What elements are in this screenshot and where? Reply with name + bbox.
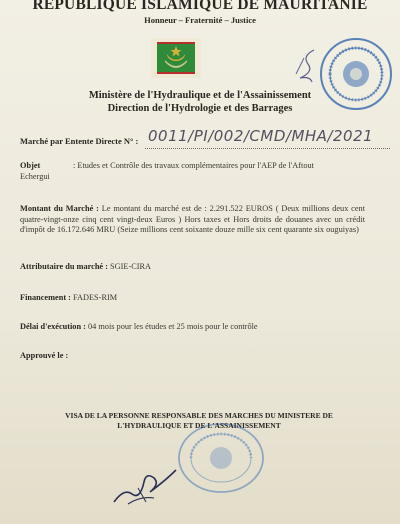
financement-label: Financement : bbox=[20, 293, 71, 302]
marche-label: Marché par Entente Directe N° : bbox=[20, 136, 139, 146]
attributaire-section bbox=[20, 262, 365, 273]
objet-continuation: Echergui bbox=[20, 171, 50, 181]
montant-value: Le montant du marché est de : 2.291.522 EUROS ( Deux millions deux cent quatre-vingt-onze cinq cent vingt-deux Euros ) Hors taxes et Hors droits de douanes avec un crédit d'impôt de 16.172.646 MRU (Seize millions cent soixante douze mille six cent quarante six ouguiyas) bbox=[20, 204, 366, 234]
montant-label: Montant du Marché : bbox=[20, 204, 99, 213]
attributaire-value: SGIE-CIRA bbox=[107, 262, 152, 271]
national-emblem-icon bbox=[151, 38, 201, 78]
delai-section bbox=[20, 322, 365, 333]
attributaire-label: Attributaire du marché : bbox=[20, 262, 108, 271]
direction-name: Direction de l'Hydrologie et des Barrages bbox=[107, 103, 293, 114]
approuve-section bbox=[20, 351, 365, 362]
signature-icon bbox=[110, 458, 180, 508]
signature-mark-icon bbox=[290, 46, 324, 86]
objet-label: Objet bbox=[20, 161, 41, 170]
ministry-block bbox=[0, 89, 400, 115]
national-motto: Honneur – Fraternité – Justice bbox=[144, 15, 256, 25]
montant-section bbox=[20, 204, 365, 236]
financement-section bbox=[20, 293, 365, 304]
marche-number: 0011/PI/002/CMD/MHA/2021 bbox=[148, 127, 374, 145]
visa-line-1: VISA DE LA PERSONNE RESPONSABLE DES MARCHES DU MINISTERE DE bbox=[65, 411, 333, 420]
dotted-line bbox=[145, 148, 390, 149]
country-title: REPUBLIQUE ISLAMIQUE DE MAURITANIE bbox=[32, 0, 368, 13]
delai-value: 04 mois pour les études et 25 mois pour le contrôle bbox=[85, 322, 258, 331]
delai-label: Délai d'exécution : bbox=[20, 322, 86, 331]
marche-number-line bbox=[20, 124, 390, 152]
visa-line-2: L'HYDRAULIQUE ET DE L'ASSAINISSEMENT bbox=[117, 420, 281, 430]
financement-value: FADES-RIM bbox=[70, 293, 118, 302]
objet-value: : Etudes et Contrôle des travaux complémentaires pour l'AEP de l'Aftout bbox=[73, 161, 314, 170]
approuve-label: Approuvé le : bbox=[20, 351, 69, 360]
ministry-name: Ministère de l'Hydraulique et de l'Assainissement bbox=[88, 90, 312, 101]
visa-block bbox=[44, 411, 354, 430]
bottom-stamp-icon bbox=[176, 421, 266, 495]
